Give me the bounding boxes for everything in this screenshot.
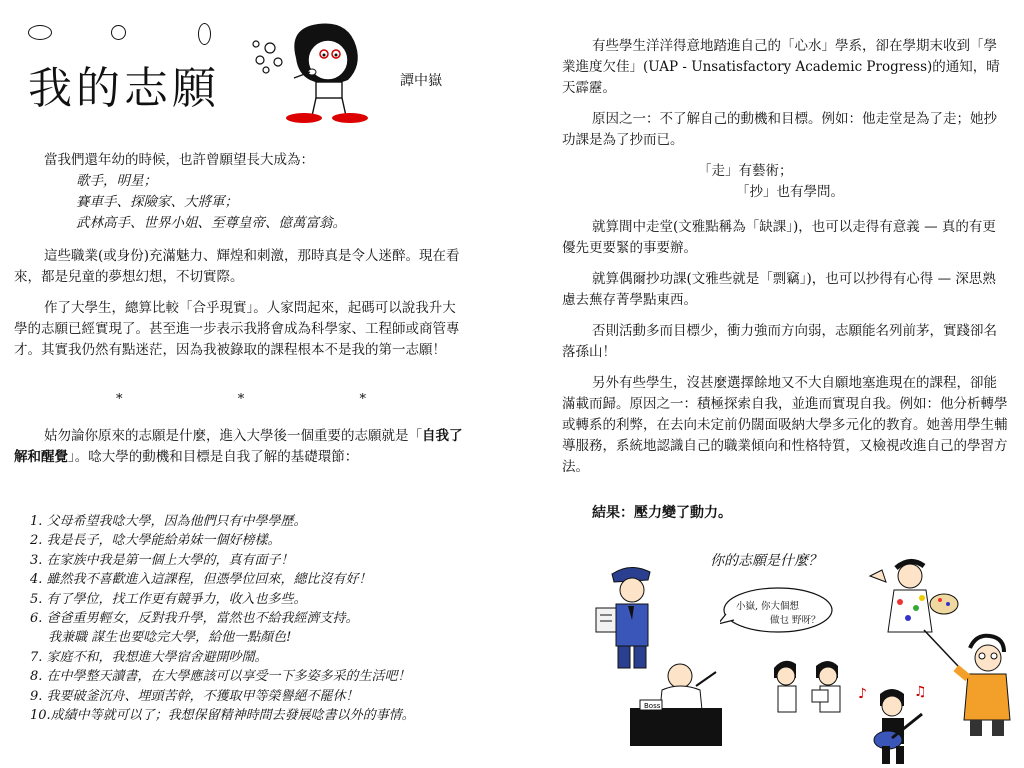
section-divider [116,392,366,407]
desk-nameplate: Boss [644,702,661,710]
divider-star: * [359,392,366,407]
author-name: 譚中嶽 [400,73,442,89]
guitarist-illustration [852,680,932,766]
paragraph-goals: 否則活動多而目標少，衝力強而方向弱，志願能名列前茅，實踐卻名落孫山！ [562,323,997,360]
self-awareness-pre: 姑勿論你原來的志願是什麼，進入大學後一個重要的志願就是「 [44,428,422,444]
list-item: 1. 父母希望我唸大學，因為他們只有中學學歷。 [30,514,307,529]
list-item: 8. 在中學整天讀書，在大學應該可以享受一下多姿多采的生活吧！ [30,669,411,685]
svg-text:♫: ♫ [914,684,927,700]
self-awareness-paragraph [14,426,466,468]
list-item: 5. 有了學位，找工作更有競爭力，收入也多些。 [30,591,307,607]
result-line: 結果：壓力變了動力。 [592,505,732,521]
decorative-ring [28,25,52,40]
speech-bubble-text [736,600,820,628]
list-item: 4. 雖然我不喜歡進入這課程，但憑學位回來，總比沒有好！ [30,572,372,588]
list-item: 9. 我要破釜沉舟、埋頭苦幹，不獲取甲等榮譽絕不罷休！ [30,688,359,704]
students-illustration [766,656,856,718]
paragraph-university: 作了大學生，總算比較「合乎現實」。人家問起來，起碼可以說我升大學的志願已經實現了。甚至進一步表示我將會成為科學家、工程師或商管專才。其實我仍然有點迷茫，因為我被錄取的課程根本不是我的第一志願！ [14,300,460,358]
divider-star: * [116,392,123,407]
dream-line: 武林高手、世界小姐、至尊皇帝、億萬富翁。 [76,215,346,231]
paragraph-copy-homework: 就算偶爾抄功課(文雅些就是「剽竊」)，也可以抄得有心得 — 深思熟慮去蕪存菁學點東西。 [562,271,996,308]
divider-star: * [237,392,245,407]
right-column [562,36,1008,478]
verse-line: 「走」有藝術； [698,163,793,179]
self-awareness-post: 」。唸大學的動機和目標是自我了解的基礎環節： [68,449,359,465]
paragraph-careers: 這些職業(或身份)充滿魅力、輝煌和刺激，那時真是令人迷醉。現在看來，都是兒童的夢想幻想，不切實際。 [14,248,460,285]
paragraph-uap: 有些學生洋洋得意地踏進自己的「心水」學系，卻在學期末收到「學業進度欠佳」(UAP - Unsatisfactory Academic Progress)的通知，晴天霹靂。 [562,38,1000,96]
page-title: 我的志願 [28,63,220,114]
reasons-list [30,512,470,725]
verse-line: 「抄」也有學問。 [736,184,844,200]
list-item: 6. 爸爸重男輕女，反對我升學，當然也不給我經濟支持。 [30,611,359,627]
self-awareness-highlight: 自我了解和醒覺 [14,428,463,465]
intro-line: 當我們還年幼的時候，也許曾願望長大成為： [44,152,314,168]
bubble-boy-illustration [248,18,388,126]
list-item: 2. 我是長子，唸大學能給弟妹一個好榜樣。 [30,533,281,549]
dream-line: 賽車手、探險家、大將軍； [76,194,238,210]
boss-at-desk-illustration [622,654,728,746]
list-item: 3. 在家族中我是第一個上大學的，真有面子！ [30,552,294,568]
svg-text:♪: ♪ [858,686,867,702]
self-awareness-text [14,426,466,468]
decorative-ring [198,23,211,45]
dream-line: 歌手，明星； [76,173,157,189]
list-item: 7. 家庭不和，我想進大學宿舍避開吵鬧。 [30,649,268,665]
conductor-illustration [920,626,1020,738]
speech-line: 做乜 野呀？ [770,615,821,626]
list-item: 我兼職 謀生也要唸完大學，給他一點顏色! [48,630,292,646]
speech-line: 小嶽, 你大個想 [736,601,800,612]
question-caption: 你的志願是什麼？ [710,553,822,569]
list-item: 10.成績中等就可以了；我想保留精神時間去發展唸書以外的事情。 [30,708,415,724]
left-column [14,150,466,361]
paragraph-skip-class: 就算間中走堂(文雅點稱為「缺課」)，也可以走得有意義 — 真的有更優先更要緊的事要辦。 [562,219,996,256]
paragraph-reason: 原因之一：不了解自己的動機和目標。例如：他走堂是為了走；她抄功課是為了抄而已。 [562,111,997,148]
decorative-ring [111,25,126,40]
paragraph-explore-self: 另外有些學生，沒甚麼選擇餘地又不大自願地塞進現在的課程，卻能滿載而歸。原因之一：積極探索自我，並進而實現自我。例如：他分析轉學或轉系的利弊，在去向未定前仍闊面吸納大學多元化的教育。她善用學生輔導服務，系統地認識自己的職業傾向和性格特質，又檢視改進自己的學習方法。 [562,375,1008,475]
